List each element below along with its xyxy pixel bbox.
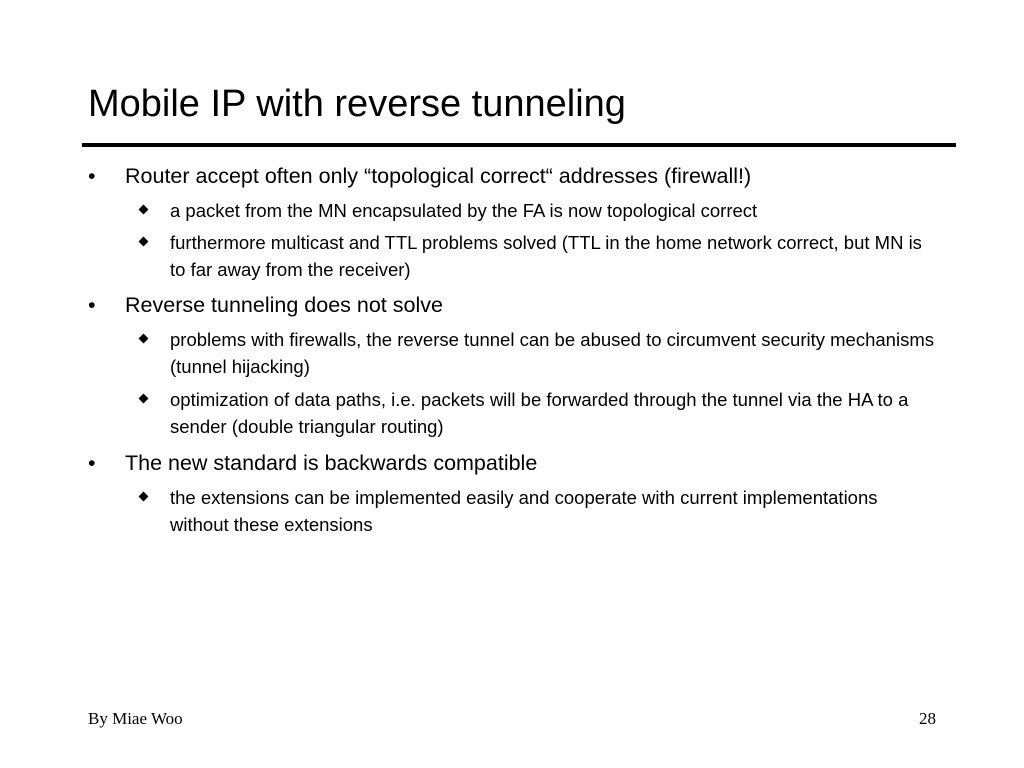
footer-author: By Miae Woo [88, 709, 183, 728]
page-number: 28 [919, 709, 936, 728]
diamond-bullet-icon [139, 394, 149, 404]
bullet-icon: • [88, 293, 96, 317]
diamond-bullet-icon [139, 492, 149, 502]
diamond-bullet-icon [139, 205, 149, 215]
bullet-item: Router accept often only “topological correct“ addresses (firewall!) [125, 164, 752, 188]
slide-title: Mobile IP with reverse tunneling [88, 83, 626, 125]
bullet-item: Reverse tunneling does not solve [125, 293, 443, 317]
diamond-bullet-icon [139, 334, 149, 344]
sub-bullet-item: the extensions can be implemented easily and cooperate with current implementations without these extensions [170, 487, 878, 535]
sub-bullet-item: problems with firewalls, the reverse tunnel can be abused to circumvent security mechanisms (tunnel hijacking) [170, 329, 934, 377]
sub-bullet-item: a packet from the MN encapsulated by the FA is now topological correct [170, 200, 758, 221]
bullet-item: The new standard is backwards compatible [125, 451, 538, 475]
bullet-icon: • [88, 451, 96, 475]
sub-bullet-item: furthermore multicast and TTL problems solved (TTL in the home network correct, but MN is to far away from the receiver) [170, 232, 922, 280]
bullet-icon: • [88, 164, 96, 188]
sub-bullet-item: optimization of data paths, i.e. packets will be forwarded through the tunnel via the HA to a sender (double triangular routing) [170, 389, 909, 437]
diamond-bullet-icon [139, 237, 149, 247]
